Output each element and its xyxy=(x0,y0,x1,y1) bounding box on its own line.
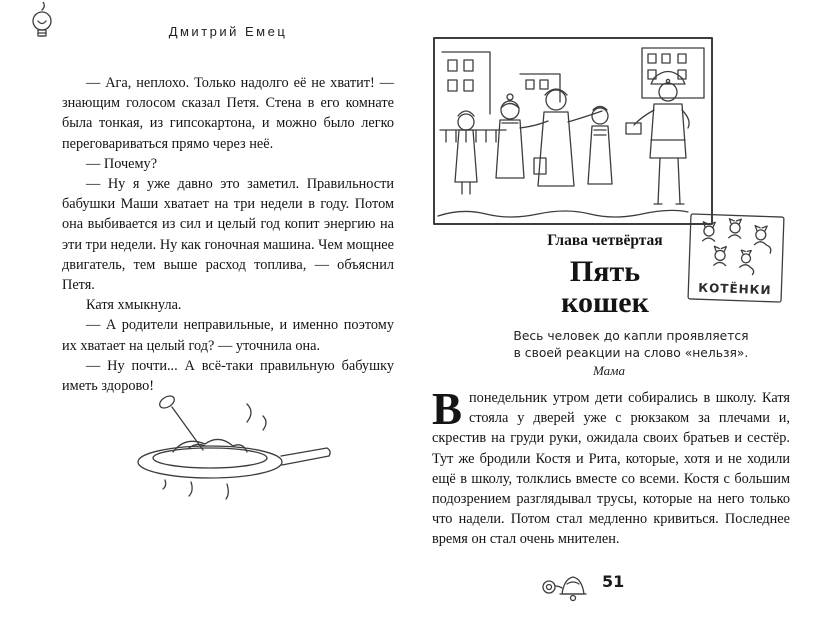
epigraph xyxy=(470,328,792,380)
pan-illustration xyxy=(105,390,335,515)
epigraph-line-2: в своей реакции на слово «нельзя». xyxy=(513,345,749,360)
page-number: 51 xyxy=(602,572,625,591)
chapter-label: Глава четвёртая xyxy=(547,232,663,249)
left-page xyxy=(62,24,394,396)
street-scene-illustration xyxy=(432,36,714,228)
chapter-title-line-2: кошек xyxy=(561,286,649,319)
epigraph-author: Мама xyxy=(593,363,625,378)
page-footer xyxy=(540,566,650,606)
epigraph-line-1: Весь человек до капли проявляется xyxy=(513,329,749,343)
paragraph: — Ага, неплохо. Только надолго её не хватит! — знающим голосом сказал Петя. Стена в его комнате была тонкая, из гипсокартона, и можно было легко переговариваться прямо через неё. xyxy=(62,75,394,152)
bell-icon xyxy=(540,570,592,609)
body-paragraph: понедельник утром дети собирались в школу. Катя стояла у дверей уже с рюкзаком за плечами и, скрестив на груди руки, ожидала своих братьев и сестёр. Тут же бродили Костя и Рита, которые, хотя и не ходили ещё в школу, толклись вместе со всеми. Костя с большим подозрением разглядывал трусы, которые на него только что надели. Потом стал медленно кривиться. Последнее время он стал очень мнителен. xyxy=(432,390,790,548)
paragraph: Катя хмыкнула. xyxy=(86,297,182,314)
paragraph: — Почему? xyxy=(86,155,158,172)
left-page-text xyxy=(62,73,394,396)
kittens-box-illustration xyxy=(686,212,785,303)
chapter-title-line-1: Пять xyxy=(569,255,641,288)
chapter-heading xyxy=(535,232,675,318)
drop-cap: В xyxy=(432,384,463,434)
kittens-box-label: КОТЁНКИ xyxy=(698,280,772,298)
paragraph: — А родители неправильные, и именно поэтому их хватает на целый год? — уточнила она. xyxy=(62,317,394,354)
right-page-text xyxy=(432,384,790,550)
paragraph: — Ну я уже давно это заметил. Правильности бабушки Маши хватает на три недели в году. Потом она выбивается из сил и целый год копит энергию на эти три недели. Ну как гоночная машина. Чем мощнее двигатель, тем выше расход топлива, — объяснил Петя. xyxy=(62,176,394,294)
running-head-author: Дмитрий Емец xyxy=(168,24,288,39)
paragraph: — Ну почти... А всё-таки правильную бабушку иметь здорово! xyxy=(62,357,394,395)
light-bulb-icon xyxy=(26,2,60,49)
